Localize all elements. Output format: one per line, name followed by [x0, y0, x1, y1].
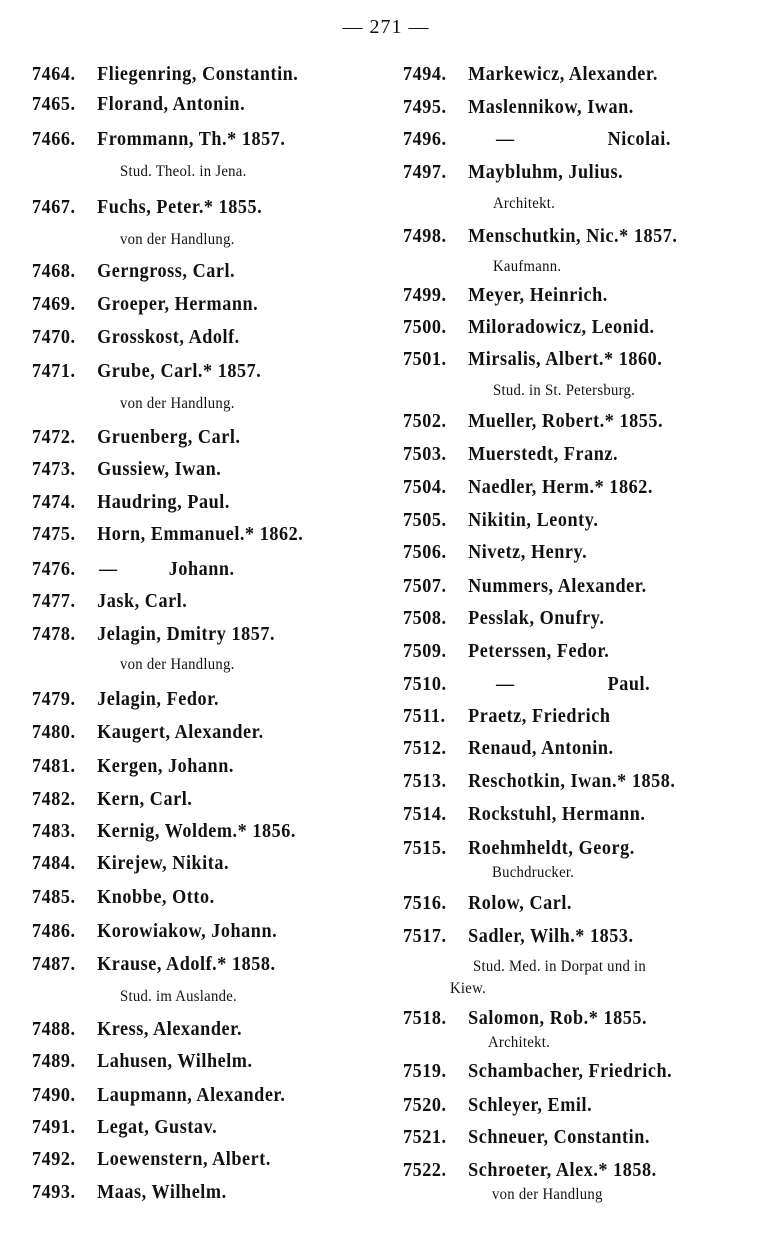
register-entry	[403, 1126, 650, 1150]
entry-note: Stud. im Auslande.	[120, 988, 238, 1005]
register-entry	[32, 852, 229, 876]
register-entry	[32, 590, 187, 614]
register-entry	[403, 1007, 647, 1031]
entry-name: Horn, Emmanuel.* 1862.	[97, 524, 304, 545]
register-entry	[32, 1148, 271, 1172]
register-entry	[32, 63, 298, 87]
entry-name: Sadler, Wilh.* 1853.	[468, 926, 634, 947]
entry-number: 7464.	[32, 64, 76, 85]
entry-name: Pesslak, Onufry.	[468, 608, 605, 629]
entry-name: Mueller, Robert.* 1855.	[468, 411, 664, 432]
entry-name: Mirsalis, Albert.* 1860.	[468, 349, 663, 370]
entry-note: Kaufmann.	[493, 258, 562, 275]
entry-number: 7501.	[403, 349, 447, 370]
entry-name: Nivetz, Henry.	[468, 542, 588, 563]
register-entry	[32, 360, 261, 384]
entry-number: 7511.	[403, 706, 446, 727]
register-entry	[403, 1159, 657, 1183]
register-entry	[32, 491, 230, 515]
entry-name: Schleyer, Emil.	[468, 1095, 593, 1116]
entry-note: Stud. in St. Petersburg.	[493, 382, 636, 399]
register-entry	[403, 348, 662, 372]
register-entry	[403, 575, 647, 599]
entry-number: 7486.	[32, 921, 76, 942]
entry-number: 7479.	[32, 689, 76, 710]
entry-name: Krause, Adolf.* 1858.	[97, 954, 276, 975]
entry-name: Maslennikow, Iwan.	[468, 97, 634, 118]
entry-number: 7513.	[403, 771, 447, 792]
register-entry	[403, 673, 650, 697]
register-entry	[32, 93, 245, 117]
entry-name: Fliegenring, Constantin.	[97, 64, 299, 85]
entry-note: Architekt.	[488, 1034, 551, 1051]
register-entry	[403, 476, 653, 500]
entry-name: Grube, Carl.* 1857.	[97, 361, 262, 382]
entry-name: Haudring, Paul.	[97, 492, 230, 513]
entry-number: 7483.	[32, 821, 76, 842]
register-entry	[403, 128, 671, 152]
entry-name: Kern, Carl.	[97, 789, 193, 810]
entry-name: Meyer, Heinrich.	[468, 285, 608, 306]
entry-note: Buchdrucker.	[492, 864, 575, 881]
entry-name: Paul.	[607, 674, 651, 695]
entry-number: 7468.	[32, 261, 76, 282]
entry-name: Maybluhm, Julius.	[468, 162, 624, 183]
entry-number: 7504.	[403, 477, 447, 498]
entry-number: 7488.	[32, 1019, 76, 1040]
entry-name: Salomon, Rob.* 1855.	[468, 1008, 648, 1029]
entry-number: 7491.	[32, 1117, 76, 1138]
entry-note: von der Handlung	[492, 1186, 603, 1203]
entry-number: 7484.	[32, 853, 76, 874]
entry-name: Fuchs, Peter.* 1855.	[97, 197, 263, 218]
register-entry	[403, 316, 655, 340]
entry-number: 7506.	[403, 542, 447, 563]
entry-name: Roehmheldt, Georg.	[468, 838, 635, 859]
register-entry	[403, 225, 677, 249]
entry-note: von der Handlung.	[120, 656, 235, 673]
register-entry	[32, 788, 192, 812]
entry-name: Kaugert, Alexander.	[97, 722, 264, 743]
entry-name: Miloradowicz, Leonid.	[468, 317, 655, 338]
register-entry	[32, 128, 285, 152]
entry-number: 7493.	[32, 1182, 76, 1203]
entry-note: Kiew.	[450, 980, 486, 997]
entry-name: Reschotkin, Iwan.* 1858.	[468, 771, 676, 792]
entry-number: 7510.	[403, 674, 447, 695]
entry-number: 7472.	[32, 427, 76, 448]
entry-number: 7476.	[32, 559, 76, 580]
register-entry	[403, 541, 587, 565]
entry-number: 7498.	[403, 226, 447, 247]
register-entry	[403, 737, 614, 761]
register-entry	[32, 558, 235, 582]
entry-name: Gerngross, Carl.	[97, 261, 236, 282]
entry-name: Jask, Carl.	[97, 591, 188, 612]
entry-number: 7497.	[403, 162, 447, 183]
register-entry	[32, 523, 303, 547]
register-entry	[32, 820, 296, 844]
register-entry	[403, 161, 623, 185]
entry-number: 7489.	[32, 1051, 76, 1072]
entry-name: Loewenstern, Albert.	[97, 1149, 271, 1170]
entry-name: Jelagin, Dmitry 1857.	[97, 624, 276, 645]
register-entry	[32, 426, 241, 450]
register-entry	[32, 1181, 227, 1205]
entry-number: 7505.	[403, 510, 447, 531]
entry-number: 7492.	[32, 1149, 76, 1170]
register-entry	[403, 607, 605, 631]
entry-number: 7500.	[403, 317, 447, 338]
entry-number: 7521.	[403, 1127, 447, 1148]
entry-name: Kress, Alexander.	[97, 1019, 243, 1040]
entry-name: Kernig, Woldem.* 1856.	[97, 821, 296, 842]
register-entry	[32, 293, 258, 317]
register-entry	[32, 1050, 253, 1074]
entry-number: 7466.	[32, 129, 76, 150]
entry-number: 7495.	[403, 97, 447, 118]
register-entry	[32, 458, 221, 482]
entry-name: Laupmann, Alexander.	[97, 1085, 286, 1106]
entry-note: Stud. Med. in Dorpat und in	[473, 958, 647, 975]
entry-name: Florand, Antonin.	[97, 94, 246, 115]
register-entry	[403, 443, 618, 467]
entry-name: Naedler, Herm.* 1862.	[468, 477, 653, 498]
entry-name: Maas, Wilhelm.	[97, 1182, 227, 1203]
entry-name: Knobbe, Otto.	[97, 887, 215, 908]
register-entry	[403, 96, 634, 120]
entry-name: Schroeter, Alex.* 1858.	[468, 1160, 657, 1181]
register-entry	[403, 1060, 672, 1084]
entry-name: Markewicz, Alexander.	[468, 64, 658, 85]
entry-name: Nummers, Alexander.	[468, 576, 647, 597]
entry-note: Stud. Theol. in Jena.	[120, 163, 247, 180]
register-entry	[403, 1094, 592, 1118]
register-entry	[403, 640, 609, 664]
entry-name: Gussiew, Iwan.	[97, 459, 222, 480]
register-entry	[403, 705, 611, 729]
entry-name: Frommann, Th.* 1857.	[97, 129, 286, 150]
entry-name: Groeper, Hermann.	[97, 294, 259, 315]
entry-number: 7480.	[32, 722, 76, 743]
entry-note: Architekt.	[493, 195, 556, 212]
entry-name: Legat, Gustav.	[97, 1117, 218, 1138]
entry-name: Grosskost, Adolf.	[97, 327, 240, 348]
entry-number: 7477.	[32, 591, 76, 612]
entry-note: von der Handlung.	[120, 231, 235, 248]
entry-number: 7478.	[32, 624, 76, 645]
register-entry	[403, 284, 608, 308]
entry-name: Kirejew, Nikita.	[97, 853, 230, 874]
entry-name: Rolow, Carl.	[468, 893, 573, 914]
entry-number: 7519.	[403, 1061, 447, 1082]
entry-number: 7507.	[403, 576, 447, 597]
ditto-dash: —	[98, 559, 118, 580]
entry-name: Rockstuhl, Hermann.	[468, 804, 646, 825]
entry-number: 7482.	[32, 789, 76, 810]
register-entry	[403, 837, 635, 861]
register-entry	[32, 326, 240, 350]
entry-number: 7502.	[403, 411, 447, 432]
entry-number: 7522.	[403, 1160, 447, 1181]
entry-number: 7470.	[32, 327, 76, 348]
entry-name: Muerstedt, Franz.	[468, 444, 619, 465]
register-entry	[403, 925, 634, 949]
entry-name: Renaud, Antonin.	[468, 738, 614, 759]
register-entry	[32, 1018, 242, 1042]
register-entry	[32, 1116, 217, 1140]
entry-number: 7508.	[403, 608, 447, 629]
register-entry	[32, 196, 262, 220]
entry-number: 7494.	[403, 64, 447, 85]
entry-name: Peterssen, Fedor.	[468, 641, 610, 662]
entry-name: Korowiakow, Johann.	[97, 921, 278, 942]
register-entry	[32, 920, 277, 944]
entry-number: 7503.	[403, 444, 447, 465]
register-entry	[403, 803, 645, 827]
entry-number: 7487.	[32, 954, 76, 975]
entry-number: 7496.	[403, 129, 447, 150]
entry-name: Schambacher, Friedrich.	[468, 1061, 673, 1082]
ditto-dash: —	[496, 674, 515, 695]
entry-name: Praetz, Friedrich	[468, 706, 611, 727]
entry-number: 7515.	[403, 838, 447, 859]
entry-name: Kergen, Johann.	[97, 756, 234, 777]
register-entry	[32, 1084, 285, 1108]
page-number: — 271 —	[342, 16, 430, 38]
entry-number: 7471.	[32, 361, 76, 382]
entry-number: 7516.	[403, 893, 447, 914]
entry-name: Jelagin, Fedor.	[97, 689, 220, 710]
entry-number: 7490.	[32, 1085, 76, 1106]
entry-number: 7520.	[403, 1095, 447, 1116]
register-entry	[32, 755, 234, 779]
entry-number: 7473.	[32, 459, 76, 480]
entry-number: 7517.	[403, 926, 447, 947]
ditto-dash: —	[496, 129, 515, 150]
entry-number: 7485.	[32, 887, 76, 908]
register-entry	[403, 410, 663, 434]
register-entry	[32, 688, 219, 712]
entry-name: Lahusen, Wilhelm.	[97, 1051, 253, 1072]
entry-name: Johann.	[168, 559, 235, 580]
register-entry	[403, 63, 658, 87]
entry-number: 7469.	[32, 294, 76, 315]
register-entry	[403, 892, 572, 916]
entry-name: Schneuer, Constantin.	[468, 1127, 650, 1148]
entry-number: 7467.	[32, 197, 76, 218]
register-entry	[32, 721, 264, 745]
entry-number: 7518.	[403, 1008, 447, 1029]
entry-name: Nicolai.	[607, 129, 671, 150]
entry-number: 7512.	[403, 738, 447, 759]
entry-number: 7509.	[403, 641, 447, 662]
register-entry	[32, 886, 215, 910]
entry-number: 7499.	[403, 285, 447, 306]
entry-number: 7465.	[32, 94, 76, 115]
entry-number: 7481.	[32, 756, 76, 777]
entry-note: von der Handlung.	[120, 395, 235, 412]
register-entry	[403, 509, 598, 533]
register-entry	[403, 770, 675, 794]
entry-number: 7514.	[403, 804, 447, 825]
entry-name: Menschutkin, Nic.* 1857.	[468, 226, 678, 247]
entry-number: 7474.	[32, 492, 76, 513]
register-entry	[32, 623, 275, 647]
entry-name: Gruenberg, Carl.	[97, 427, 241, 448]
entry-name: Nikitin, Leonty.	[468, 510, 599, 531]
entry-number: 7475.	[32, 524, 76, 545]
register-entry	[32, 953, 276, 977]
register-entry	[32, 260, 235, 284]
